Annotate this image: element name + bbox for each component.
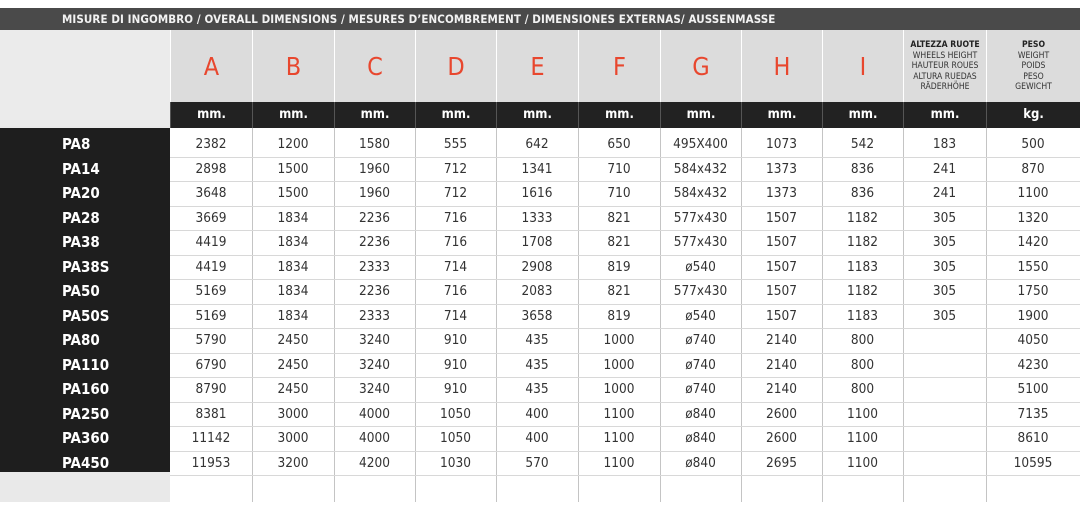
column-letter: F [613, 52, 626, 81]
table-cell: 10595 [1013, 454, 1053, 471]
table-cell: 555 [443, 136, 468, 152]
column-header-f [578, 30, 660, 102]
table-cell: 2450 [277, 381, 309, 397]
table-cell [903, 402, 986, 427]
table-cell: 1500 [277, 160, 309, 177]
unit-label: mm. [496, 102, 578, 128]
column-letter: C [367, 52, 383, 81]
table-cell: ø740 [685, 356, 716, 373]
label-line: GEWICHT [1015, 82, 1052, 93]
row-divider [170, 475, 1080, 476]
table-cell: 11953 [191, 454, 231, 471]
table-cell: 1507 [766, 234, 797, 250]
table-cell: 2333 [359, 258, 390, 275]
label-line: PESO [1021, 40, 1046, 50]
model-name: PA360 [62, 429, 110, 447]
table-cell: 1333 [521, 209, 553, 226]
model-name: PA28 [62, 208, 100, 227]
table-cell: 5169 [195, 283, 227, 299]
table-cell: 6790 [195, 356, 227, 373]
table-cell: 1100 [603, 430, 635, 446]
table-cell [903, 328, 986, 353]
table-cell: 2382 [195, 136, 227, 152]
table-cell: 1750 [1017, 283, 1049, 299]
table-cell: 2450 [277, 356, 309, 373]
table-cell: 1834 [277, 234, 309, 250]
column-header-i [822, 30, 903, 102]
table-cell: 305 [932, 283, 957, 299]
table-cell: 4000 [359, 405, 390, 422]
unit-label: mm. [252, 102, 334, 128]
label-line: POIDS [1021, 61, 1046, 72]
table-cell: 2898 [195, 160, 227, 177]
column-header-b [252, 30, 334, 102]
table-cell: 5169 [195, 307, 227, 324]
model-name: PA8 [62, 135, 91, 153]
table-cell: ø840 [685, 405, 716, 422]
label-line: WEIGHT [1017, 50, 1050, 61]
table-cell: 2236 [359, 283, 390, 299]
table-cell: ø540 [685, 258, 716, 275]
table-cell: 642 [525, 136, 549, 152]
table-cell [903, 426, 986, 451]
model-name: PA160 [62, 380, 110, 398]
label-line: RÄDERHÖHE [920, 82, 970, 93]
table-cell: 2236 [359, 234, 390, 250]
table-cell: 1616 [521, 185, 553, 201]
table-cell: 305 [932, 307, 957, 324]
table-cell: 3669 [195, 209, 227, 226]
model-name: PA20 [62, 184, 100, 202]
table-cell: 1507 [766, 209, 797, 226]
table-cell: 2695 [766, 454, 797, 471]
model-name: PA110 [62, 355, 110, 374]
table-cell: 2140 [766, 332, 797, 348]
table-cell: 1183 [847, 258, 878, 275]
table-cell: 1100 [847, 430, 878, 446]
label-line: PESO [1023, 71, 1044, 82]
table-cell: 1834 [277, 258, 309, 275]
unit-label: mm. [415, 102, 496, 128]
table-cell: 3240 [359, 381, 390, 397]
table-cell: 1000 [603, 332, 635, 348]
table-cell: 714 [443, 307, 468, 324]
table-cell: 4000 [359, 430, 390, 446]
table-title: MISURE DI INGOMBRO / OVERALL DIMENSIONS / MESURES D’ENCOMBREMENT / DIMENSIONES EXTERNAS/ AUSSENMASSE [0, 8, 1080, 30]
table-cell: 1420 [1017, 234, 1049, 250]
table-cell: 800 [850, 381, 875, 397]
table-cell: 1834 [277, 307, 309, 324]
table-cell: 1834 [277, 283, 309, 299]
table-cell: 1000 [603, 381, 635, 397]
model-name: PA38 [62, 233, 100, 251]
table-cell: 800 [850, 356, 875, 373]
column-header-weight [986, 30, 1080, 102]
dimensions-table [0, 30, 1080, 502]
unit-label: mm. [578, 102, 660, 128]
table-cell: 1050 [440, 430, 471, 446]
table-cell: 577x430 [673, 283, 728, 299]
unit-label: mm. [741, 102, 822, 128]
table-cell: 11142 [191, 430, 231, 446]
table-cell: 1373 [766, 160, 797, 177]
table-cell: 800 [850, 332, 875, 348]
column-letter: B [285, 52, 302, 81]
model-name: PA14 [62, 159, 100, 178]
table-cell: 495X400 [673, 136, 728, 152]
column-header-a [170, 30, 252, 102]
table-cell: 8381 [195, 405, 227, 422]
table-cell: 5790 [195, 332, 227, 348]
table-cell: 1708 [521, 234, 553, 250]
unit-label: mm. [822, 102, 903, 128]
model-name: PA80 [62, 331, 100, 349]
table-cell: 584x432 [673, 160, 728, 177]
table-cell: 3648 [195, 185, 227, 201]
table-cell: 8610 [1017, 430, 1049, 446]
column-header-g [660, 30, 741, 102]
table-cell: 870 [1021, 160, 1045, 177]
table-cell: 577x430 [673, 209, 728, 226]
corner-blank [0, 30, 170, 126]
table-cell: 3240 [359, 332, 390, 348]
table-cell: 910 [443, 381, 468, 397]
table-cell: 819 [607, 258, 631, 275]
table-cell: 2450 [277, 332, 309, 348]
data-grid [170, 128, 1080, 502]
table-cell: 1373 [766, 185, 797, 201]
table-cell: 435 [525, 381, 549, 397]
unit-label: mm. [170, 102, 252, 128]
model-name: PA250 [62, 404, 110, 423]
table-cell: 2236 [359, 209, 390, 226]
table-cell: 2083 [521, 283, 553, 299]
unit-label: mm. [660, 102, 741, 128]
table-cell: 1100 [603, 405, 635, 422]
column-letter: A [203, 52, 220, 81]
table-cell [903, 451, 986, 476]
table-cell: 1100 [603, 454, 635, 471]
column-letter: I [859, 52, 867, 81]
table-cell: 542 [850, 136, 875, 152]
unit-label: mm. [903, 102, 986, 128]
table-cell: 714 [443, 258, 468, 275]
table-cell: 400 [525, 430, 549, 446]
model-name: PA38S [62, 257, 110, 276]
table-cell: 821 [607, 209, 631, 226]
table-cell: 3200 [277, 454, 309, 471]
bottom-strip [0, 502, 1080, 510]
table-cell: 1834 [277, 209, 309, 226]
table-cell: 1507 [766, 283, 797, 299]
table-cell: 7135 [1017, 405, 1049, 422]
column-header-wheels [903, 30, 986, 102]
label-line: WHEELS HEIGHT [912, 50, 978, 61]
table-cell: 305 [932, 209, 957, 226]
table-cell: 712 [443, 160, 468, 177]
column-header-c [334, 30, 415, 102]
table-cell: 836 [850, 185, 875, 201]
table-cell: 1100 [847, 454, 878, 471]
model-name: PA50S [62, 306, 110, 325]
table-cell: 1182 [847, 209, 878, 226]
table-cell: 400 [525, 405, 549, 422]
table-cell: 1960 [359, 160, 390, 177]
table-cell: 1000 [603, 356, 635, 373]
table-cell: 1100 [1017, 185, 1049, 201]
table-cell: 1183 [847, 307, 878, 324]
table-cell: 3240 [359, 356, 390, 373]
table-cell: 305 [932, 258, 957, 275]
table-cell: 435 [525, 332, 549, 348]
table-cell: 1100 [847, 405, 878, 422]
table-cell: 819 [607, 307, 631, 324]
table-cell: 4200 [359, 454, 390, 471]
table-cell: 710 [607, 160, 631, 177]
table-cell: 5100 [1017, 381, 1049, 397]
table-cell: 1507 [766, 307, 797, 324]
table-cell: 3658 [521, 307, 553, 324]
unit-label: kg. [986, 102, 1080, 128]
table-cell: ø840 [685, 454, 716, 471]
table-cell: 1320 [1017, 209, 1049, 226]
table-cell: 584x432 [673, 185, 728, 201]
table-cell: 1341 [521, 160, 553, 177]
table-cell: 4419 [195, 234, 227, 250]
table-cell: 1182 [847, 283, 878, 299]
table-cell: ø540 [685, 307, 716, 324]
table-cell: 2908 [521, 258, 553, 275]
column-multilingual-label [987, 40, 1080, 93]
table-cell: 241 [932, 160, 957, 177]
table-cell: 1050 [440, 405, 471, 422]
table-cell: 1030 [440, 454, 471, 471]
table-cell: 821 [607, 283, 631, 299]
table-cell: 836 [850, 160, 875, 177]
table-cell: 500 [1021, 136, 1045, 152]
table-cell: 1200 [277, 136, 309, 152]
table-cell: ø740 [685, 332, 716, 348]
table-cell: 716 [443, 209, 468, 226]
label-line: ALTEZZA RUOTE [910, 40, 980, 50]
column-letter: D [447, 52, 465, 81]
table-cell: 2140 [766, 356, 797, 373]
model-column [0, 128, 170, 472]
model-name: PA50 [62, 282, 100, 300]
table-cell: 1960 [359, 185, 390, 201]
column-header-d [415, 30, 496, 102]
table-cell: 570 [525, 454, 549, 471]
table-cell: 1900 [1017, 307, 1049, 324]
table-cell: 241 [932, 185, 957, 201]
table-cell: 2600 [766, 405, 797, 422]
table-cell: 3000 [277, 430, 309, 446]
table-cell: ø840 [685, 430, 716, 446]
table-cell: 1182 [847, 234, 878, 250]
table-cell: 1550 [1017, 258, 1049, 275]
table-cell: 4050 [1017, 332, 1049, 348]
table-cell: 4230 [1017, 356, 1049, 373]
label-line: HAUTEUR ROUES [911, 61, 979, 72]
label-line: ALTURA RUEDAS [913, 71, 977, 82]
column-letter: E [530, 52, 545, 81]
table-cell: 2140 [766, 381, 797, 397]
table-cell: 710 [607, 185, 631, 201]
table-cell [903, 353, 986, 378]
column-multilingual-label [904, 40, 986, 93]
table-cell: 712 [443, 185, 468, 201]
column-header-e [496, 30, 578, 102]
table-cell: 577x430 [673, 234, 728, 250]
table-cell: 2600 [766, 430, 797, 446]
table-cell: 4419 [195, 258, 227, 275]
table-cell: 716 [443, 234, 468, 250]
table-cell: 821 [607, 234, 631, 250]
table-cell: 1507 [766, 258, 797, 275]
units-row [170, 102, 1080, 128]
table-cell: 3000 [277, 405, 309, 422]
table-cell: 305 [932, 234, 957, 250]
table-cell: ø740 [685, 381, 716, 397]
table-cell: 910 [443, 332, 468, 348]
table-cell: 910 [443, 356, 468, 373]
table-cell: 1073 [766, 136, 797, 152]
table-cell: 435 [525, 356, 549, 373]
column-letter: H [773, 52, 791, 81]
table-cell: 183 [932, 136, 957, 152]
table-cell: 1580 [359, 136, 390, 152]
table-cell: 716 [443, 283, 468, 299]
table-cell: 1500 [277, 185, 309, 201]
table-cell: 650 [607, 136, 631, 152]
column-header-h [741, 30, 822, 102]
table-cell [903, 377, 986, 402]
model-name: PA450 [62, 453, 110, 472]
column-letter: G [692, 52, 710, 81]
table-cell: 2333 [359, 307, 390, 324]
table-cell: 8790 [195, 381, 227, 397]
unit-label: mm. [334, 102, 415, 128]
